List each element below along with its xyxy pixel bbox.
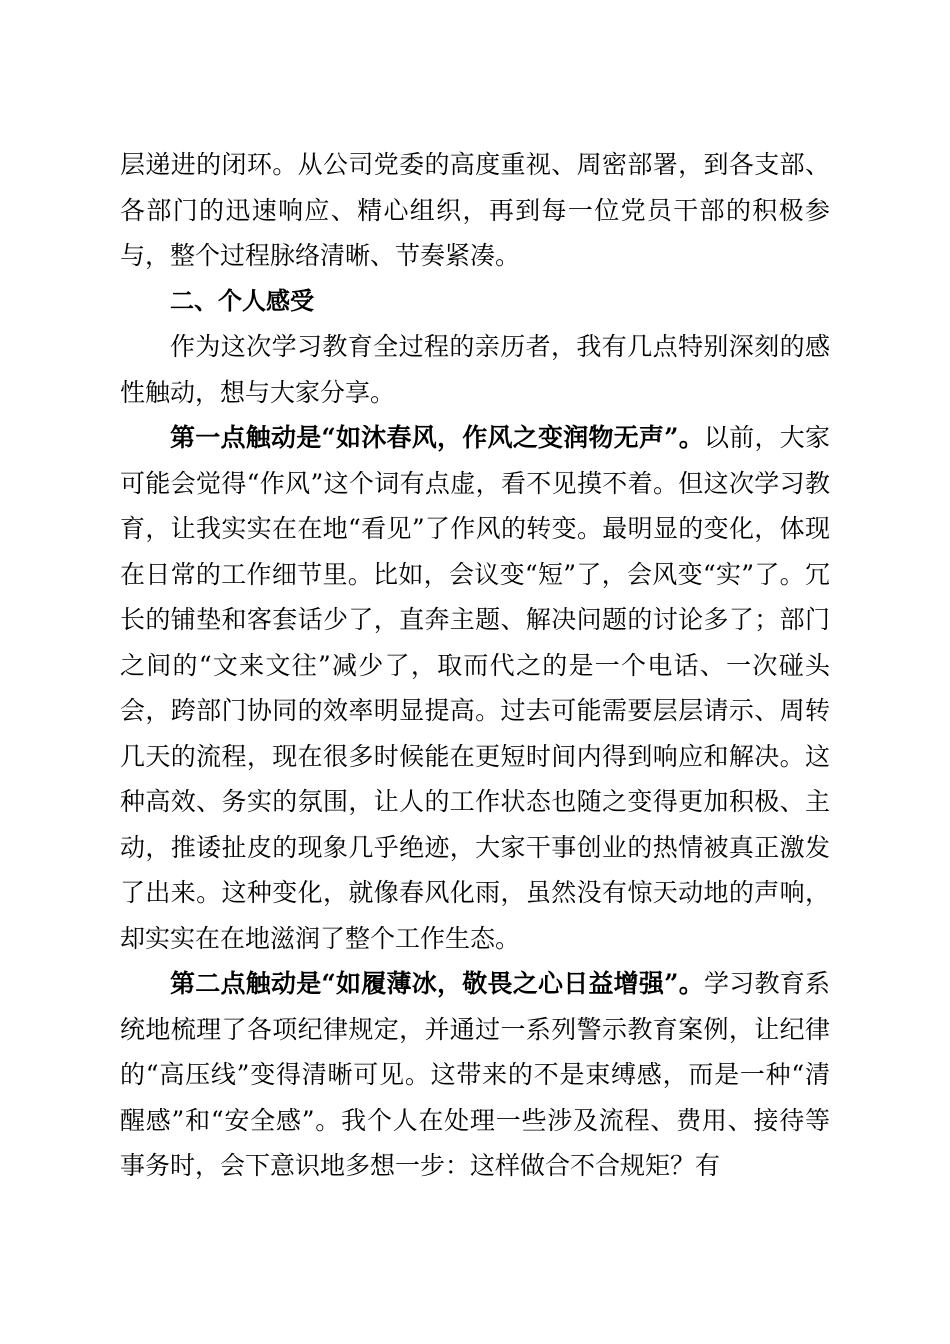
paragraph-first-point	[120, 415, 830, 961]
second-point-lead: 第二点触动是“如履薄冰，敬畏之心日益增强”。	[170, 969, 705, 998]
paragraph-second-point	[120, 961, 830, 1189]
document-body	[120, 142, 830, 1189]
paragraph-intro: 作为这次学习教育全过程的亲历者，我有几点特别深刻的感性触动，想与大家分享。	[120, 332, 830, 407]
paragraph-continuation: 层递进的闭环。从公司党委的高度重视、周密部署，到各支部、各部门的迅速响应、精心组织，再到每一位党员干部的积极参与，整个过程脉络清晰、节奏紧凑。	[120, 150, 830, 270]
first-point-lead: 第一点触动是“如沐春风，作风之变润物无声”。	[170, 423, 705, 452]
second-point-body: 学习教育系统地梳理了各项纪律规定，并通过一系列警示教育案例，让纪律的“高压线”变得清晰可见。这带来的不是束缚感，而是一种“清醒感”和“安全感”。我个人在处理一些涉及流程、费用、接待等事务时，会下意识地多想一步：这样做合不合规矩？有	[120, 969, 830, 1180]
section-heading: 二、个人感受	[170, 286, 314, 315]
first-point-body: 以前，大家可能会觉得“作风”这个词有点虚，看不见摸不着。但这次学习教育，让我实实在在地“看见”了作风的转变。最明显的变化，体现在日常的工作细节里。比如，会议变“短”了，会风变“实”了。冗长的铺垫和客套话少了，直奔主题、解决问题的讨论多了；部门之间的“文来文往”减少了，取而代之的是一个电话、一次碰头会，跨部门协同的效率明显提高。过去可能需要层层请示、周转几天的流程，现在很多时候能在更短时间内得到响应和解决。这种高效、务实的氛围，让人的工作状态也随之变得更加积极、主动，推诿扯皮的现象几乎绝迹，大家干事创业的热情被真正激发了出来。这种变化，就像春风化雨，虽然没有惊天动地的声响，却实实在在地滋润了整个工作生态。	[120, 423, 830, 953]
